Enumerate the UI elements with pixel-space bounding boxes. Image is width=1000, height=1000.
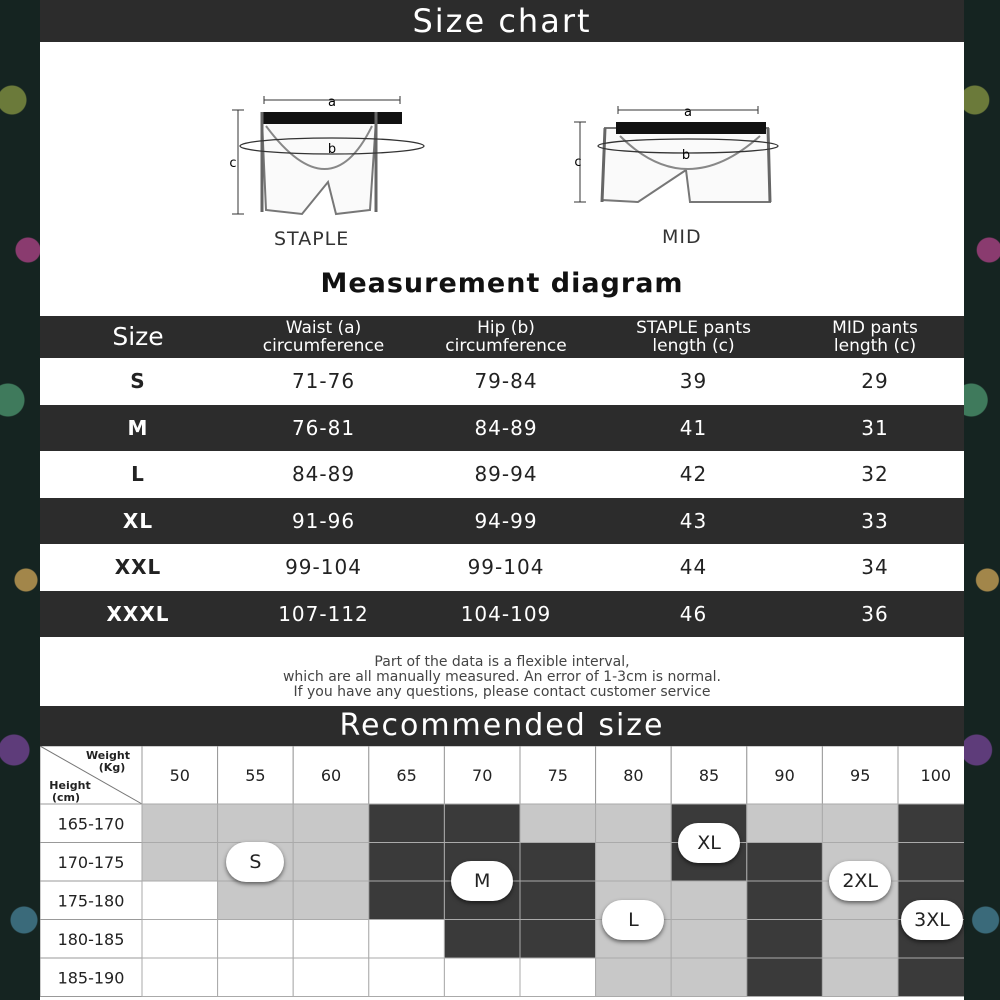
grid-cell — [293, 920, 369, 959]
grid-cell — [822, 958, 898, 997]
cell-mid: 33 — [786, 498, 964, 545]
height-header-label: 170-175 — [57, 852, 125, 872]
cell-staple: 46 — [601, 591, 786, 638]
header-size: Size — [40, 316, 236, 358]
grid-cell — [596, 958, 672, 997]
grid-cell — [747, 843, 823, 882]
grid-cell — [671, 920, 747, 959]
mid-label-b: b — [681, 148, 691, 163]
cell-waist: 99-104 — [236, 544, 411, 591]
cell-size: XL — [40, 498, 236, 545]
weight-header-label: 80 — [623, 766, 644, 785]
grid-cell — [520, 843, 596, 882]
header-waist-line1: Waist (a) — [285, 318, 362, 338]
cell-staple: 39 — [601, 358, 786, 405]
weight-header-label: 50 — [169, 766, 190, 785]
grid-cell — [218, 881, 294, 920]
staple-label-c: c — [229, 156, 237, 171]
header-hip-line1: Hip (b) — [477, 318, 535, 338]
grid-cell — [520, 804, 596, 843]
grid-cell — [369, 881, 445, 920]
weight-header-label: 90 — [774, 766, 795, 785]
recommended-size-grid — [40, 746, 964, 1000]
cell-mid: 29 — [786, 358, 964, 405]
cell-size: M — [40, 405, 236, 452]
weight-header-label: 70 — [472, 766, 493, 785]
grid-cell — [369, 920, 445, 959]
size-table — [40, 316, 964, 637]
grid-cell — [142, 958, 218, 997]
height-header-label: 165-170 — [57, 814, 125, 834]
grid-cell — [142, 920, 218, 959]
cell-mid: 31 — [786, 405, 964, 452]
header-mid-length — [786, 316, 964, 358]
size-bubble-xl: XL — [678, 823, 740, 863]
table-row — [40, 544, 964, 591]
weight-header-label: 65 — [396, 766, 417, 785]
grid-cell — [293, 958, 369, 997]
grid-cell — [822, 920, 898, 959]
grid-cell — [142, 804, 218, 843]
cell-staple: 42 — [601, 451, 786, 498]
table-row — [40, 591, 964, 638]
grid-cell — [218, 804, 294, 843]
grid-cell — [218, 920, 294, 959]
size-bubble-m: M — [451, 861, 513, 901]
grid-cell — [369, 958, 445, 997]
measurement-note — [40, 655, 964, 700]
cell-hip: 94-99 — [411, 498, 601, 545]
corner-height-label: Height — [49, 779, 91, 792]
weight-header-label: 85 — [698, 766, 720, 785]
cell-size: XXL — [40, 544, 236, 591]
grid-cell — [671, 881, 747, 920]
grid-cell — [596, 843, 672, 882]
header-hip — [411, 316, 601, 358]
cell-waist: 84-89 — [236, 451, 411, 498]
cell-waist: 107-112 — [236, 591, 411, 638]
grid-cell — [520, 958, 596, 997]
page-title: Size chart — [40, 0, 964, 42]
cell-waist: 91-96 — [236, 498, 411, 545]
cell-mid: 34 — [786, 544, 964, 591]
grid-cell — [520, 881, 596, 920]
mid-label-c: c — [574, 155, 582, 170]
size-bubble-s: S — [226, 842, 284, 882]
grid-cell — [898, 958, 964, 997]
cell-staple: 41 — [601, 405, 786, 452]
note-line-3: If you have any questions, please contact customer service — [293, 684, 711, 700]
cell-hip: 104-109 — [411, 591, 601, 638]
weight-header-label: 55 — [245, 766, 266, 785]
grid-cell — [369, 843, 445, 882]
cell-size: XXXL — [40, 591, 236, 638]
weight-header-label: 75 — [547, 766, 568, 785]
cell-waist: 76-81 — [236, 405, 411, 452]
grid-cell — [444, 958, 520, 997]
cell-mid: 36 — [786, 591, 964, 638]
mid-label-a: a — [684, 105, 692, 120]
grid-cell — [520, 920, 596, 959]
note-line-1: Part of the data is a flexible interval, — [374, 654, 630, 670]
left-decorative-border — [0, 0, 40, 1000]
grid-cell — [747, 920, 823, 959]
size-bubble-l: L — [602, 900, 664, 940]
measurement-diagram-title: Measurement diagram — [320, 268, 684, 299]
cell-hip: 84-89 — [411, 405, 601, 452]
grid-cell — [898, 804, 964, 843]
right-decorative-border — [964, 0, 1000, 1000]
grid-cell — [293, 804, 369, 843]
grid-cell — [747, 881, 823, 920]
weight-header-label: 60 — [320, 766, 342, 785]
grid-cell — [747, 804, 823, 843]
header-mid-line1: MID pants — [832, 318, 918, 338]
grid-cell — [444, 804, 520, 843]
header-staple-line1: STAPLE pants — [636, 318, 751, 338]
grid-cell — [142, 881, 218, 920]
cell-hip: 99-104 — [411, 544, 601, 591]
mid-shorts-drawing — [574, 106, 778, 202]
header-waist-line2: circumference — [262, 336, 385, 356]
size-bubble-2xl: 2XL — [829, 861, 891, 901]
grid-cell — [444, 920, 520, 959]
note-line-2: which are all manually measured. An error of 1-3cm is normal. — [282, 669, 721, 685]
height-header-label: 185-190 — [57, 968, 125, 988]
size-bubble-3xl: 3XL — [901, 900, 963, 940]
cell-waist: 71-76 — [236, 358, 411, 405]
cell-mid: 32 — [786, 451, 964, 498]
table-row — [40, 358, 964, 405]
height-header-label: 180-185 — [57, 929, 125, 949]
header-waist — [236, 316, 411, 358]
corner-cm-label: (cm) — [51, 791, 81, 804]
grid-cell — [218, 958, 294, 997]
recommended-size-title: Recommended size — [40, 706, 964, 746]
cell-size: S — [40, 358, 236, 405]
corner-weight-label: Weight — [86, 749, 130, 762]
table-row — [40, 405, 964, 452]
cell-hip: 79-84 — [411, 358, 601, 405]
mid-caption: MID — [662, 226, 702, 248]
size-chart-sheet — [40, 0, 964, 1000]
weight-header-label: 95 — [850, 766, 871, 785]
table-row — [40, 451, 964, 498]
grid-cell — [142, 843, 218, 882]
table-row — [40, 498, 964, 545]
staple-caption: STAPLE — [274, 228, 350, 250]
grid-cell — [671, 958, 747, 997]
header-staple-line2: length (c) — [652, 336, 735, 356]
header-hip-line2: circumference — [445, 336, 567, 356]
staple-label-a: a — [328, 95, 336, 110]
weight-header-label: 100 — [920, 766, 952, 785]
grid-cell — [293, 843, 369, 882]
staple-label-b: b — [327, 142, 337, 157]
corner-kg-label: (Kg) — [98, 761, 126, 774]
header-mid-line2: length (c) — [833, 336, 917, 356]
cell-staple: 44 — [601, 544, 786, 591]
cell-staple: 43 — [601, 498, 786, 545]
size-table-header — [40, 316, 964, 358]
header-staple-length — [601, 316, 786, 358]
height-header-label: 175-180 — [57, 891, 125, 911]
grid-cell — [898, 843, 964, 882]
grid-cell — [596, 804, 672, 843]
cell-size: L — [40, 451, 236, 498]
grid-cell — [822, 804, 898, 843]
cell-hip: 89-94 — [411, 451, 601, 498]
grid-cell — [293, 881, 369, 920]
grid-cell — [747, 958, 823, 997]
grid-cell — [369, 804, 445, 843]
